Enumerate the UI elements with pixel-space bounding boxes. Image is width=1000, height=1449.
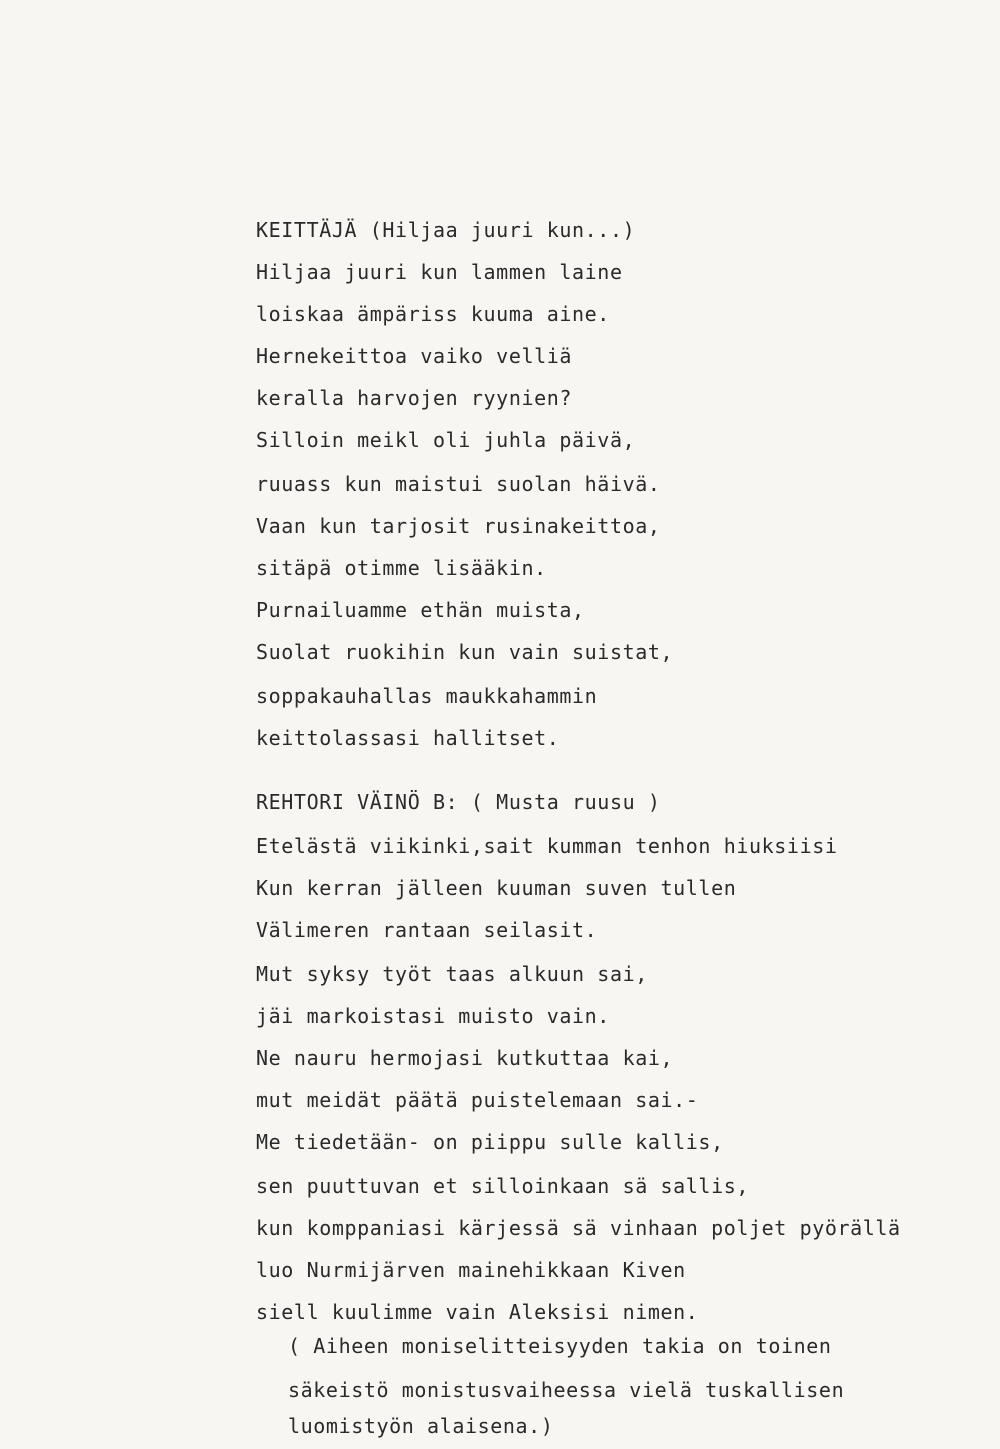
editorial-note-line: luomistyön alaisena.) bbox=[288, 1414, 554, 1438]
stanza-heading: KEITTÄJÄ (Hiljaa juuri kun...) bbox=[256, 218, 636, 242]
verse-line: Vaan kun tarjosit rusinakeittoa, bbox=[256, 514, 661, 538]
verse-line: Hernekeittoa vaiko velliä bbox=[256, 344, 573, 368]
verse-line: Purnailuamme ethän muista, bbox=[256, 598, 585, 622]
verse-line: Ne nauru hermojasi kutkuttaa kai, bbox=[256, 1046, 674, 1070]
verse-line: sitäpä otimme lisääkin. bbox=[256, 556, 547, 580]
verse-line: Silloin meikl oli juhla päivä, bbox=[256, 428, 636, 452]
verse-line: Välimeren rantaan seilasit. bbox=[256, 918, 598, 942]
verse-line: Etelästä viikinki,sait kumman tenhon hiuksiisi bbox=[256, 834, 838, 858]
verse-line: luo Nurmijärven mainehikkaan Kiven bbox=[256, 1258, 686, 1282]
verse-line: soppakauhallas maukkahammin bbox=[256, 684, 598, 708]
verse-line: loiskaa ämpäriss kuuma aine. bbox=[256, 302, 610, 326]
verse-line: mut meidät päätä puistelemaan sai.- bbox=[256, 1088, 699, 1112]
verse-line: Kun kerran jälleen kuuman suven tullen bbox=[256, 876, 737, 900]
verse-line: kun komppaniasi kärjessä sä vinhaan poljet pyörällä bbox=[256, 1216, 901, 1240]
verse-line: Mut syksy työt taas alkuun sai, bbox=[256, 962, 648, 986]
verse-line: Me tiedetään- on piippu sulle kallis, bbox=[256, 1130, 724, 1154]
verse-line: Hiljaa juuri kun lammen laine bbox=[256, 260, 623, 284]
verse-line: keittolassasi hallitset. bbox=[256, 726, 560, 750]
verse-line: siell kuulimme vain Aleksisi nimen. bbox=[256, 1300, 699, 1324]
verse-line: jäi markoistasi muisto vain. bbox=[256, 1004, 610, 1028]
editorial-note-line: ( Aiheen moniselitteisyyden takia on toinen bbox=[288, 1334, 832, 1358]
verse-line: ruuass kun maistui suolan häivä. bbox=[256, 472, 661, 496]
editorial-note-line: säkeistö monistusvaiheessa vielä tuskallisen bbox=[288, 1378, 845, 1402]
stanza-heading: REHTORI VÄINÖ B: ( Musta ruusu ) bbox=[256, 790, 661, 814]
verse-line: keralla harvojen ryynien? bbox=[256, 386, 573, 410]
verse-line: Suolat ruokihin kun vain suistat, bbox=[256, 640, 674, 664]
verse-line: sen puuttuvan et silloinkaan sä sallis, bbox=[256, 1174, 749, 1198]
